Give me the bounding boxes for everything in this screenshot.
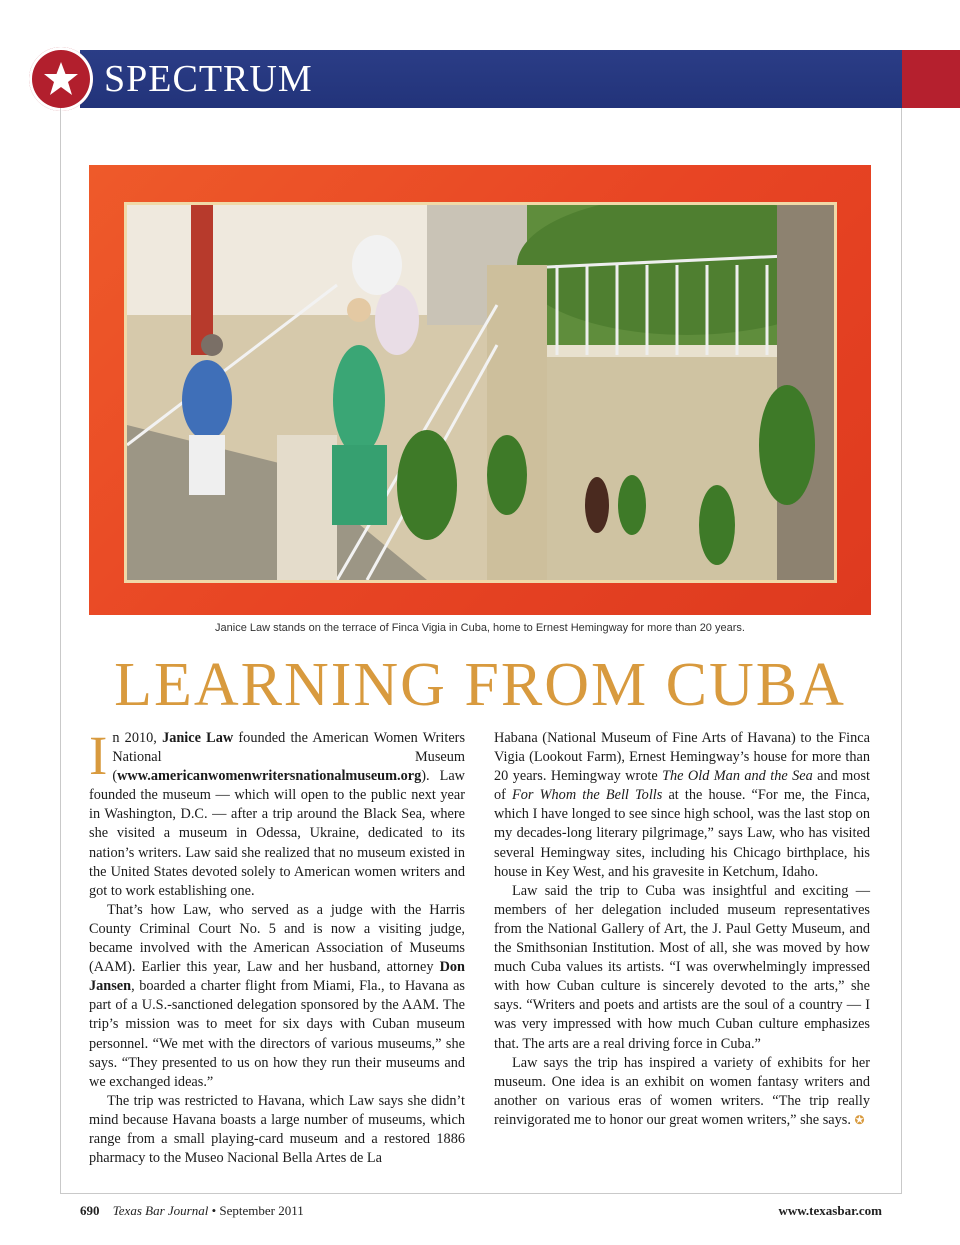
journal-name: Texas Bar Journal — [112, 1203, 209, 1218]
text-run: Habana (National Museum of Fine Arts of Havana) to the Finca Vigia (Lookout Farm), Ernest Hemingway’s house for more than 20 years. Hemingway wrote — [494, 730, 870, 785]
text-run: founded the American Women Writers National Museum ( — [112, 730, 466, 785]
person-name: Don Jansen — [89, 959, 465, 995]
footer-left — [80, 1203, 304, 1219]
end-mark-icon: ✪ — [854, 1112, 865, 1127]
issue-date: September 2011 — [219, 1203, 304, 1218]
article-column-right — [494, 729, 870, 1130]
footer-website-link[interactable]: www.texasbar.com — [778, 1203, 882, 1218]
star-badge — [29, 47, 93, 111]
paragraph — [494, 1054, 870, 1130]
photo-caption: Janice Law stands on the terrace of Finca Vigia in Cuba, home to Ernest Hemingway for more than 20 years. — [215, 622, 745, 634]
text-run: n 2010, — [112, 730, 163, 746]
text-run: ). Law founded the museum — which will open to the public next year in Washington, D.C. — after a trip around the Black Sea, where she visited a museum in Odessa, Ukraine, dedicated to its nation’s writers. Law said she realized that no museum existed in the United States devoted solely to American women writers and got to work establishing one. — [89, 768, 465, 899]
book-title: For Whom the Bell Tolls — [512, 787, 663, 804]
text-run: and most of — [494, 768, 870, 804]
header-red-block — [902, 50, 960, 108]
website-link[interactable]: www.americanwomenwritersnationalmuseum.org — [117, 768, 422, 785]
text-run: That’s how Law, who served as a judge with the Harris County Criminal Court No. 5 and is now a visiting judge, became involved with the American Association of Museums (AAM). Earlier this year, Law and her husband, attorney — [89, 901, 465, 976]
book-title: The Old Man and the Sea — [662, 768, 813, 785]
paragraph — [89, 725, 466, 901]
footer-separator: • — [211, 1203, 217, 1218]
article-column-left — [89, 725, 466, 1168]
star-icon — [41, 59, 81, 99]
paragraph: Law said the trip to Cuba was insightful and exciting — members of her delegation included museum representatives from the National Gallery of Art, the J. Paul Getty Museum, and the Smithsonian Institution. Most of all, she was moved by how much Cuba values its artists. “I was overwhelmingly impressed with how Cuban culture is sincerely devoted to the arts,” she says. “Writers and poets and artists are the soul of a country — I was very impressed with how much Cuban culture emphasizes that. The arts are a real driving force in Cuba.” — [494, 882, 870, 1052]
page-number: 690 — [80, 1203, 100, 1218]
paragraph — [89, 901, 465, 1092]
paragraph: The trip was restricted to Havana, which Law says she didn’t mind because Havana boasts a large number of museums, which range from a small playing-card museum and a restored 1886 pharmacy to the Museo Nacional Bella Artes de La — [89, 1092, 465, 1167]
person-name: Janice Law — [162, 730, 234, 746]
article-headline: LEARNING FROM CUBA — [114, 651, 846, 719]
paragraph — [494, 729, 870, 882]
section-title: SPECTRUM — [104, 58, 313, 100]
text-run: , boarded a charter flight from Miami, Fla., to Havana as part of a U.S.-sanctioned delegation sponsored by the AAM. The trip’s mission was to meet for six days with Cuban museum personnel. “We met with the directors of various museums,” she says. “They presented to us on how they run their museums and we exchanged ideas.” — [89, 978, 465, 1090]
article-photo — [124, 202, 837, 583]
text-run: at the house. “For me, the Finca, which I have longed to see since high school, was the last stop on my decades-long literary pilgrimage,” says Law, who has visited several Hemingway sites, including his Chicago birthplace, his house in Key West, and his gravesite in Ketchum, Idaho. — [494, 787, 870, 880]
drop-cap: I — [89, 725, 108, 786]
text-run: Law says the trip has inspired a variety of exhibits for her museum. One idea is an exhibit on women fantasy writers and another on various eras of women writers. “The trip really reinvigorated me to honor our great women writers,” she says. — [494, 1054, 870, 1128]
